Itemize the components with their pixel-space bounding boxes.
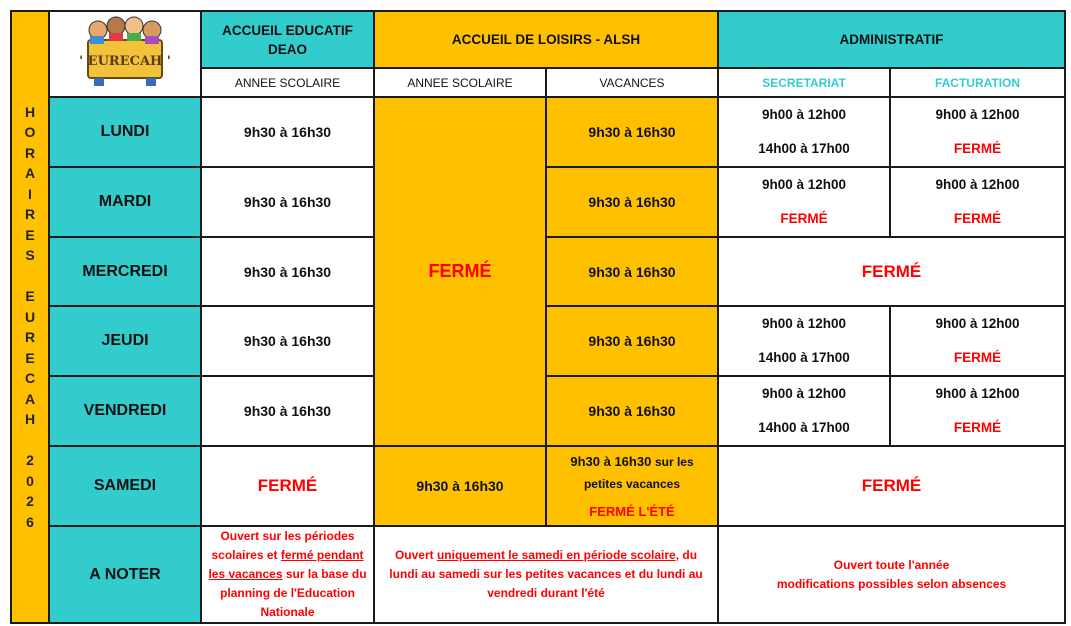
day-a-noter: A NOTER — [49, 526, 201, 623]
vacances-mardi: 9h30 à 16h30 — [546, 167, 718, 237]
admin-samedi-closed: FERMÉ — [718, 446, 1065, 526]
schedule-table — [10, 10, 1066, 624]
educatif-jeudi: 9h30 à 16h30 — [201, 306, 374, 376]
subheader-secretariat: SECRETARIAT — [718, 68, 890, 97]
side-title-letter: H — [24, 411, 36, 428]
side-title-letter: A — [24, 390, 36, 407]
subheader-loisirs-scolaire: ANNEE SCOLAIRE — [374, 68, 546, 97]
subheader-educatif: ANNEE SCOLAIRE — [201, 68, 374, 97]
vacances-vendredi: 9h30 à 16h30 — [546, 376, 718, 446]
day-lundi: LUNDI — [49, 97, 201, 167]
eurecah-logo-icon — [80, 14, 170, 90]
admin-mercredi-closed: FERMÉ — [718, 237, 1065, 306]
vacances-lundi: 9h30 à 16h30 — [546, 97, 718, 167]
secretariat-vendredi: 9h00 à 12h00 14h00 à 17h00 — [718, 376, 890, 446]
subheader-facturation: FACTURATION — [890, 68, 1065, 97]
educatif-vendredi: 9h30 à 16h30 — [201, 376, 374, 446]
header-administratif: ADMINISTRATIF — [718, 11, 1065, 68]
side-title-letter: I — [28, 185, 32, 202]
vacances-mercredi: 9h30 à 16h30 — [546, 237, 718, 306]
side-title-letter: R — [24, 206, 36, 223]
side-title-letter: 6 — [26, 513, 34, 530]
side-title-letter: C — [24, 370, 36, 387]
note-educatif: Ouvert sur les périodes scolaires et fermé pendant les vacances sur la base du planning de l'Education Nationale — [201, 526, 374, 623]
side-title-letter: 0 — [26, 472, 34, 489]
loisirs-scolaire-closed: FERMÉ — [374, 97, 546, 446]
facturation-lundi: 9h00 à 12h00 FERMÉ — [890, 97, 1065, 167]
svg-text:" EURECAH ": " EURECAH " — [80, 53, 170, 69]
educatif-lundi: 9h30 à 16h30 — [201, 97, 374, 167]
side-title-letter: A — [24, 165, 36, 182]
vacances-samedi: 9h30 à 16h30 sur les petites vacances FERMÉ L'ÉTÉ — [546, 446, 718, 526]
facturation-vendredi: 9h00 à 12h00 FERMÉ — [890, 376, 1065, 446]
secretariat-jeudi: 9h00 à 12h00 14h00 à 17h00 — [718, 306, 890, 376]
side-title — [11, 11, 49, 623]
side-title-letter: 2 — [26, 493, 34, 510]
note-loisirs: Ouvert uniquement le samedi en période scolaire, du lundi au samedi sur les petites vacances et du lundi au vendredi durant l'été — [374, 526, 718, 623]
secretariat-mardi: 9h00 à 12h00 FERMÉ — [718, 167, 890, 237]
side-title-letter: E — [25, 226, 35, 243]
day-vendredi: VENDREDI — [49, 376, 201, 446]
side-title-letter: U — [24, 308, 36, 325]
side-title-letter: R — [24, 329, 36, 346]
side-title-letter: S — [25, 247, 35, 264]
side-title-letter: E — [25, 349, 35, 366]
facturation-mardi: 9h00 à 12h00 FERMÉ — [890, 167, 1065, 237]
side-title-letter: R — [24, 144, 36, 161]
day-mercredi: MERCREDI — [49, 237, 201, 306]
day-mardi: MARDI — [49, 167, 201, 237]
side-title-letter: H — [24, 103, 36, 120]
side-title-letter: O — [24, 124, 36, 141]
header-educatif: ACCUEIL EDUCATIF DEAO — [201, 11, 374, 68]
side-title-letter — [12, 430, 48, 451]
facturation-jeudi: 9h00 à 12h00 FERMÉ — [890, 306, 1065, 376]
subheader-loisirs-vacances: VACANCES — [546, 68, 718, 97]
educatif-samedi-closed: FERMÉ — [201, 446, 374, 526]
day-jeudi: JEUDI — [49, 306, 201, 376]
educatif-mercredi: 9h30 à 16h30 — [201, 237, 374, 306]
side-title-letter: 2 — [26, 452, 34, 469]
vacances-jeudi: 9h30 à 16h30 — [546, 306, 718, 376]
logo — [49, 11, 201, 97]
day-samedi: SAMEDI — [49, 446, 201, 526]
secretariat-lundi: 9h00 à 12h00 14h00 à 17h00 — [718, 97, 890, 167]
header-loisirs: ACCUEIL DE LOISIRS - ALSH — [374, 11, 718, 68]
side-title-letter: E — [25, 288, 35, 305]
note-administratif: Ouvert toute l'année modifications possibles selon absences — [718, 526, 1065, 623]
educatif-mardi: 9h30 à 16h30 — [201, 167, 374, 237]
schedule — [10, 10, 1064, 619]
side-title-letter — [12, 266, 48, 287]
loisirs-scolaire-samedi: 9h30 à 16h30 — [374, 446, 546, 526]
